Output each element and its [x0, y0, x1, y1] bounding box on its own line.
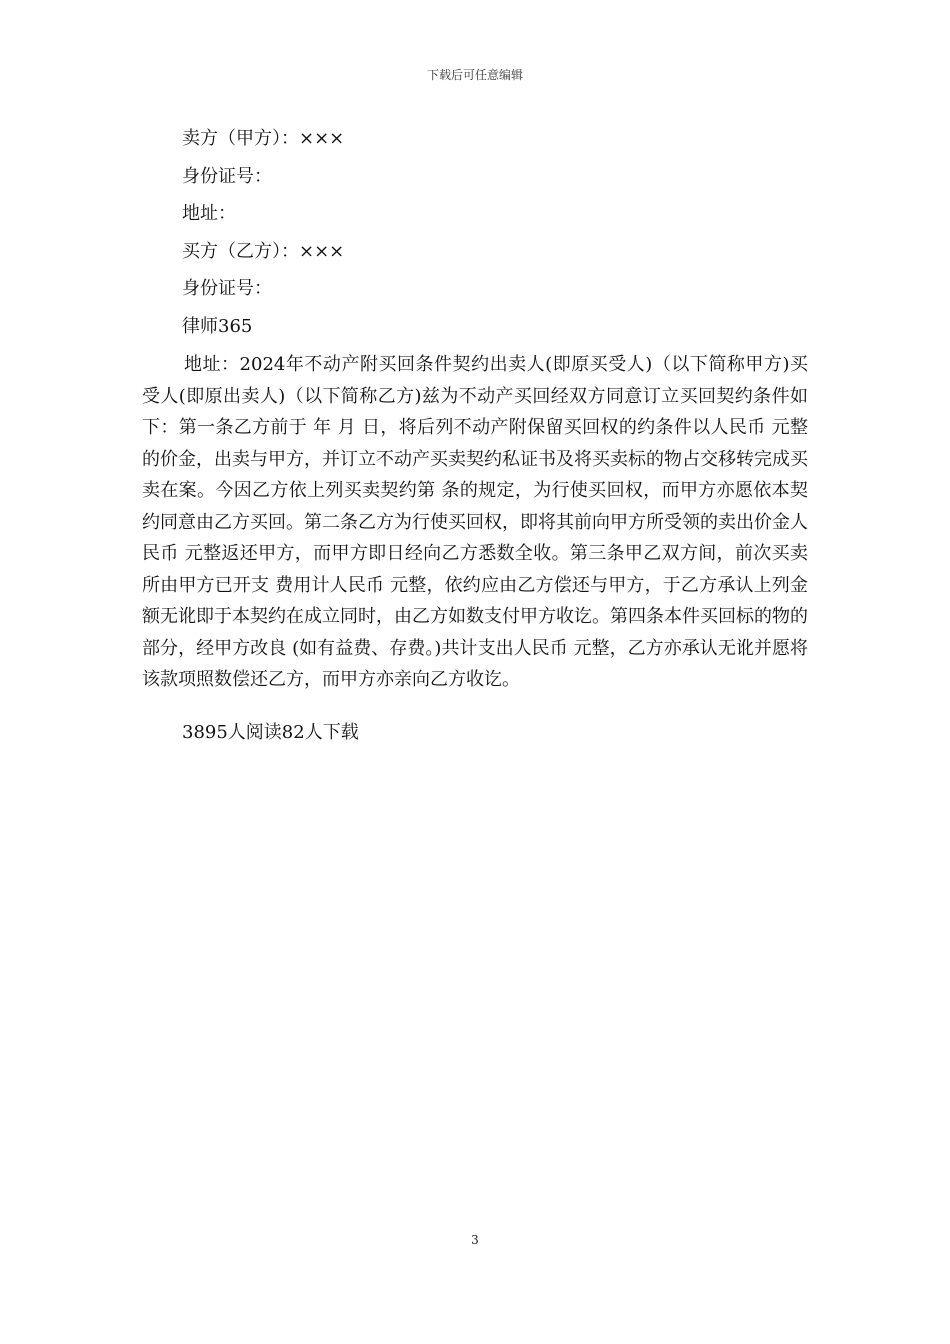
- contract-body-paragraph: 地址：2024年不动产附买回条件契约出卖人(即原买受人)（以下简称甲方)买受人(即原出卖人)（以下简称乙方)兹为不动产买回经双方同意订立买回契约条件如下：第一条乙方前于 年 月 日，将后列不动产附保留买回权的约条件以人民币 元整的价金，出卖与甲方，并订立不动产买卖契约私证书及将买卖标的物占交移转完成买卖在案。今因乙方依上列买卖契约第 条的规定，为行使买回权，而甲方亦愿依本契约同意由乙方买回。第二条乙方为行使买回权，即将其前向甲方所受领的卖出价金人民币 元整返还甲方，而甲方即日经向乙方悉数全收。第三条甲乙双方间，前次买卖所由甲方已开支 费用计人民币 元整，依约应由乙方偿还与甲方，于乙方承认上列金额无讹即于本契约在成立同时，由乙方如数支付甲方收讫。第四条本件买回标的物的 部分，经甲方改良 (如有益费、存费。)共计支出人民币 元整，乙方亦承认无讹并愿将该款项照数偿还乙方，而甲方亦亲向乙方收讫。: [142, 354, 808, 690]
- buyer-id-field: 身份证号：: [182, 278, 272, 299]
- page-number: 3: [471, 1233, 479, 1247]
- page-header-note: 下载后可任意编辑: [426, 68, 523, 82]
- document-content: [142, 120, 808, 751]
- seller-field: 卖方（甲方）：×××: [182, 128, 345, 149]
- seller-id-field: 身份证号：: [182, 165, 272, 187]
- lawyer-field: 律师365: [182, 315, 253, 337]
- buyer-field: 买方（乙方）：×××: [182, 240, 345, 262]
- read-download-stats: 3895人阅读82人下载: [182, 721, 359, 743]
- seller-address-field: 地址：: [182, 203, 236, 224]
